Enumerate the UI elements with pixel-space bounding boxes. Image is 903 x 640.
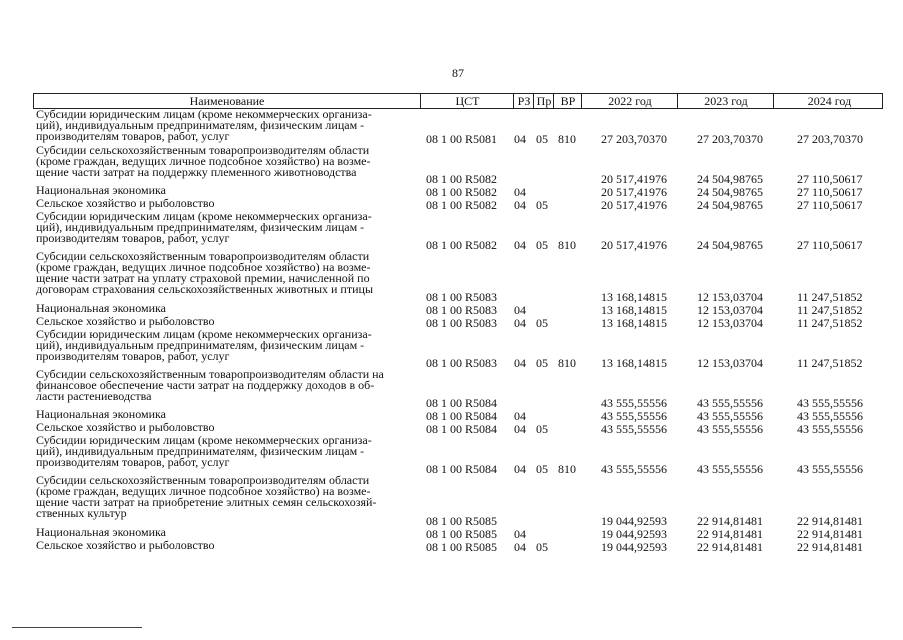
table-row (33, 435, 883, 475)
row-rz: 04 (514, 527, 526, 541)
row-value-2023: 22 914,81481 (697, 540, 763, 554)
row-pr: 05 (536, 316, 548, 330)
row-name-line: финансовое обеспечение части затрат на поддержку доходов в об- (36, 378, 375, 392)
row-value-2024: 11 247,51852 (797, 316, 863, 330)
table-row (33, 329, 883, 369)
row-value-2023: 12 153,03704 (697, 303, 763, 317)
row-name-line: Национальная экономика (36, 407, 166, 421)
row-value-2023: 22 914,81481 (697, 527, 763, 541)
table-row (33, 109, 883, 145)
header-cst: ЦСТ (420, 94, 514, 108)
row-name (36, 527, 421, 538)
row-value-2022: 19 044,92593 (601, 514, 667, 528)
row-name (36, 303, 421, 314)
header-2024: 2024 год (773, 94, 885, 108)
row-cst: 08 1 00 R5085 (426, 527, 498, 541)
row-name-line: (кроме граждан, ведущих личное подсобное хозяйство) на возме- (36, 260, 371, 274)
row-name-line: Субсидии сельскохозяйственным товаропроизводителям области (36, 249, 370, 263)
row-value-2023: 24 504,98765 (697, 172, 763, 186)
row-name (36, 198, 421, 209)
row-cst: 08 1 00 R5081 (426, 132, 498, 146)
row-name-line: Субсидии юридическим лицам (кроме некоммерческих организа- (36, 107, 372, 121)
row-cst: 08 1 00 R5082 (426, 238, 498, 252)
row-value-2024: 22 914,81481 (797, 514, 863, 528)
row-cst: 08 1 00 R5083 (426, 316, 498, 330)
row-name-line: (кроме граждан, ведущих личное подсобное хозяйство) на возме- (36, 484, 371, 498)
row-value-2022: 13 168,14815 (601, 290, 667, 304)
row-vr: 810 (558, 356, 576, 370)
row-name-line: производителям товаров, работ, услуг (36, 231, 230, 245)
table-row (33, 540, 883, 553)
row-name-line: Сельское хозяйство и рыболовство (36, 314, 215, 328)
row-name (36, 211, 421, 244)
row-name-line: ственных культур (36, 506, 127, 520)
table-row (33, 369, 883, 409)
row-rz: 04 (514, 356, 526, 370)
row-value-2022: 13 168,14815 (601, 303, 667, 317)
row-value-2022: 13 168,14815 (601, 316, 667, 330)
row-value-2023: 12 153,03704 (697, 316, 763, 330)
row-name-line: ций), индивидуальным предпринимателям, физическим лицам - (36, 444, 365, 458)
row-value-2024: 11 247,51852 (797, 303, 863, 317)
row-cst: 08 1 00 R5082 (426, 172, 498, 186)
row-name-line: Национальная экономика (36, 301, 166, 315)
row-name-line: Субсидии сельскохозяйственным товаропроизводителям области (36, 143, 370, 157)
row-name (36, 145, 421, 178)
row-value-2024: 43 555,55556 (797, 462, 863, 476)
header-2022: 2022 год (581, 94, 678, 108)
row-cst: 08 1 00 R5083 (426, 356, 498, 370)
row-name-line: ций), индивидуальным предпринимателям, физическим лицам - (36, 338, 365, 352)
row-vr: 810 (558, 238, 576, 252)
row-name-line: производителям товаров, работ, услуг (36, 455, 230, 469)
row-name (36, 369, 421, 402)
row-name-line: Национальная экономика (36, 183, 166, 197)
row-value-2024: 43 555,55556 (797, 396, 863, 410)
row-rz: 04 (514, 316, 526, 330)
row-pr: 05 (536, 132, 548, 146)
row-value-2022: 20 517,41976 (601, 198, 667, 212)
row-value-2022: 20 517,41976 (601, 185, 667, 199)
table-row (33, 251, 883, 303)
row-value-2023: 24 504,98765 (697, 238, 763, 252)
row-value-2024: 27 110,50617 (797, 238, 863, 252)
row-value-2023: 22 914,81481 (697, 514, 763, 528)
row-name-line: Субсидии сельскохозяйственным товаропроизводителям области на (36, 367, 384, 381)
page-number: 87 (452, 66, 464, 80)
row-name (36, 409, 421, 420)
row-name (36, 185, 421, 196)
row-name-line: ласти растениеводства (36, 389, 152, 403)
row-name (36, 109, 421, 142)
row-value-2023: 12 153,03704 (697, 290, 763, 304)
table-row (33, 475, 883, 527)
row-value-2024: 27 203,70370 (797, 132, 863, 146)
row-cst: 08 1 00 R5084 (426, 422, 498, 436)
row-value-2023: 43 555,55556 (697, 462, 763, 476)
row-pr: 05 (536, 198, 548, 212)
row-value-2024: 11 247,51852 (797, 290, 863, 304)
row-name-line: щение части затрат на уплату страховой премии, начисленной по (36, 271, 370, 285)
row-value-2022: 19 044,92593 (601, 527, 667, 541)
row-name-line: Субсидии юридическим лицам (кроме некоммерческих организа- (36, 327, 372, 341)
row-value-2023: 12 153,03704 (697, 356, 763, 370)
row-cst: 08 1 00 R5084 (426, 409, 498, 423)
row-name-line: Субсидии юридическим лицам (кроме некоммерческих организа- (36, 433, 372, 447)
row-name-line: Субсидии юридическим лицам (кроме некоммерческих организа- (36, 209, 372, 223)
row-rz: 04 (514, 540, 526, 554)
row-pr: 05 (536, 422, 548, 436)
row-name-line: Сельское хозяйство и рыболовство (36, 420, 215, 434)
row-value-2024: 11 247,51852 (797, 356, 863, 370)
row-name (36, 329, 421, 362)
row-cst: 08 1 00 R5083 (426, 303, 498, 317)
row-value-2022: 43 555,55556 (601, 462, 667, 476)
row-pr: 05 (536, 462, 548, 476)
row-name (36, 422, 421, 433)
row-value-2023: 27 203,70370 (697, 132, 763, 146)
table-row (33, 211, 883, 251)
row-rz: 04 (514, 198, 526, 212)
header-2023: 2023 год (677, 94, 774, 108)
row-value-2022: 27 203,70370 (601, 132, 667, 146)
row-name-line: Субсидии сельскохозяйственным товаропроизводителям области (36, 473, 370, 487)
row-name-line: щение части затрат на приобретение элитных семян сельскохозяй- (36, 495, 377, 509)
row-name-line: договорам страхования сельскохозяйственных животных и птицы (36, 282, 374, 296)
header-vr: ВР (553, 94, 582, 108)
table-row (33, 145, 883, 185)
row-name (36, 540, 421, 551)
row-value-2024: 43 555,55556 (797, 409, 863, 423)
row-name-line: щение части затрат на поддержку племенного животноводства (36, 165, 357, 179)
row-value-2023: 43 555,55556 (697, 422, 763, 436)
row-pr: 05 (536, 356, 548, 370)
row-name-line: ций), индивидуальным предпринимателям, физическим лицам - (36, 220, 365, 234)
row-name-line: (кроме граждан, ведущих личное подсобное хозяйство) на возме- (36, 154, 371, 168)
row-value-2022: 43 555,55556 (601, 409, 667, 423)
row-rz: 04 (514, 185, 526, 199)
row-value-2022: 43 555,55556 (601, 422, 667, 436)
row-rz: 04 (514, 132, 526, 146)
row-cst: 08 1 00 R5082 (426, 198, 498, 212)
row-rz: 04 (514, 409, 526, 423)
row-value-2024: 22 914,81481 (797, 527, 863, 541)
row-value-2024: 43 555,55556 (797, 422, 863, 436)
row-vr: 810 (558, 462, 576, 476)
header-name: Наименование (189, 94, 265, 108)
row-value-2022: 19 044,92593 (601, 540, 667, 554)
row-rz: 04 (514, 303, 526, 317)
row-name (36, 435, 421, 468)
row-cst: 08 1 00 R5085 (426, 514, 498, 528)
row-name-line: Сельское хозяйство и рыболовство (36, 538, 215, 552)
row-value-2023: 24 504,98765 (697, 185, 763, 199)
row-name-line: производителям товаров, работ, услуг (36, 349, 230, 363)
row-value-2024: 27 110,50617 (797, 172, 863, 186)
row-cst: 08 1 00 R5084 (426, 462, 498, 476)
header-pr: Пр (533, 94, 554, 108)
row-cst: 08 1 00 R5082 (426, 185, 498, 199)
row-name (36, 251, 421, 295)
row-cst: 08 1 00 R5085 (426, 540, 498, 554)
row-rz: 04 (514, 422, 526, 436)
row-rz: 04 (514, 462, 526, 476)
row-value-2023: 43 555,55556 (697, 396, 763, 410)
row-pr: 05 (536, 238, 548, 252)
row-rz: 04 (514, 238, 526, 252)
row-name (36, 475, 421, 519)
row-pr: 05 (536, 540, 548, 554)
row-cst: 08 1 00 R5084 (426, 396, 498, 410)
row-name-line: производителям товаров, работ, услуг (36, 129, 230, 143)
row-value-2024: 22 914,81481 (797, 540, 863, 554)
row-value-2022: 20 517,41976 (601, 172, 667, 186)
row-value-2023: 43 555,55556 (697, 409, 763, 423)
row-name-line: Сельское хозяйство и рыболовство (36, 196, 215, 210)
budget-table (33, 93, 883, 553)
row-value-2023: 24 504,98765 (697, 198, 763, 212)
row-cst: 08 1 00 R5083 (426, 290, 498, 304)
table-body (33, 109, 883, 553)
row-value-2024: 27 110,50617 (797, 198, 863, 212)
row-value-2022: 13 168,14815 (601, 356, 667, 370)
row-value-2024: 27 110,50617 (797, 185, 863, 199)
row-value-2022: 43 555,55556 (601, 396, 667, 410)
row-name (36, 316, 421, 327)
header-rz: РЗ (513, 94, 534, 108)
footnote-rule (12, 627, 142, 628)
row-vr: 810 (558, 132, 576, 146)
row-name-line: ций), индивидуальным предпринимателям, физическим лицам - (36, 118, 365, 132)
row-name-line: Национальная экономика (36, 525, 166, 539)
row-value-2022: 20 517,41976 (601, 238, 667, 252)
